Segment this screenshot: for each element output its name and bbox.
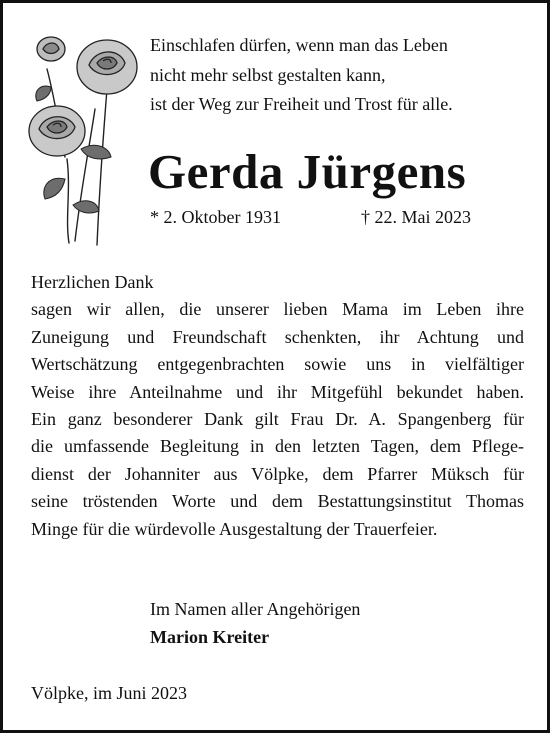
thank-you-text xyxy=(31,269,524,543)
text-line: Wertschätzung entgegenbrachten sowie uns in vielfältiger xyxy=(31,354,524,375)
opening-quote xyxy=(150,31,540,120)
quote-line: Einschlafen dürfen, wenn man das Leben xyxy=(150,35,448,55)
roses-icon xyxy=(25,29,143,249)
signer-name: Marion Kreiter xyxy=(150,627,270,647)
text-line: Zuneigung und Freundschaft schenkten, ihr Achtung und xyxy=(31,326,524,347)
signature-intro: Im Namen aller Angehörigen xyxy=(150,599,361,619)
quote-line: nicht mehr selbst gestalten kann, xyxy=(150,64,386,85)
text-line: die umfassende Begleitung in den letzten Tagen, dem Pflege- xyxy=(31,436,524,457)
text-line: seine tröstenden Worte und dem Bestattungsinstitut Thomas xyxy=(31,491,524,512)
quote-line: ist der Weg zur Freiheit und Trost für alle. xyxy=(150,94,453,114)
death-date: † 22. Mai 2023 xyxy=(361,207,471,227)
text-line: sagen wir allen, die unserer lieben Mama im Leben ihre xyxy=(31,299,524,320)
text-line: Ein ganz besonderer Dank gilt Frau Dr. A. Spangenberg für xyxy=(31,409,524,430)
signature-block xyxy=(150,595,360,651)
text-line: Minge für die würdevolle Ausgestaltung der Trauerfeier. xyxy=(31,518,438,539)
text-line: Weise ihre Anteilnahme und ihr Mitgefühl bekundet haben. xyxy=(31,381,524,402)
text-line: dienst der Johanniter aus Völpke, dem Pfarrer Müksch für xyxy=(31,463,524,484)
deceased-name: Gerda Jürgens xyxy=(148,144,467,199)
place-and-date: Völpke, im Juni 2023 xyxy=(31,683,187,703)
life-dates xyxy=(150,207,490,228)
birth-date: * 2. Oktober 1931 xyxy=(150,207,281,227)
greeting: Herzlichen Dank xyxy=(31,272,154,292)
